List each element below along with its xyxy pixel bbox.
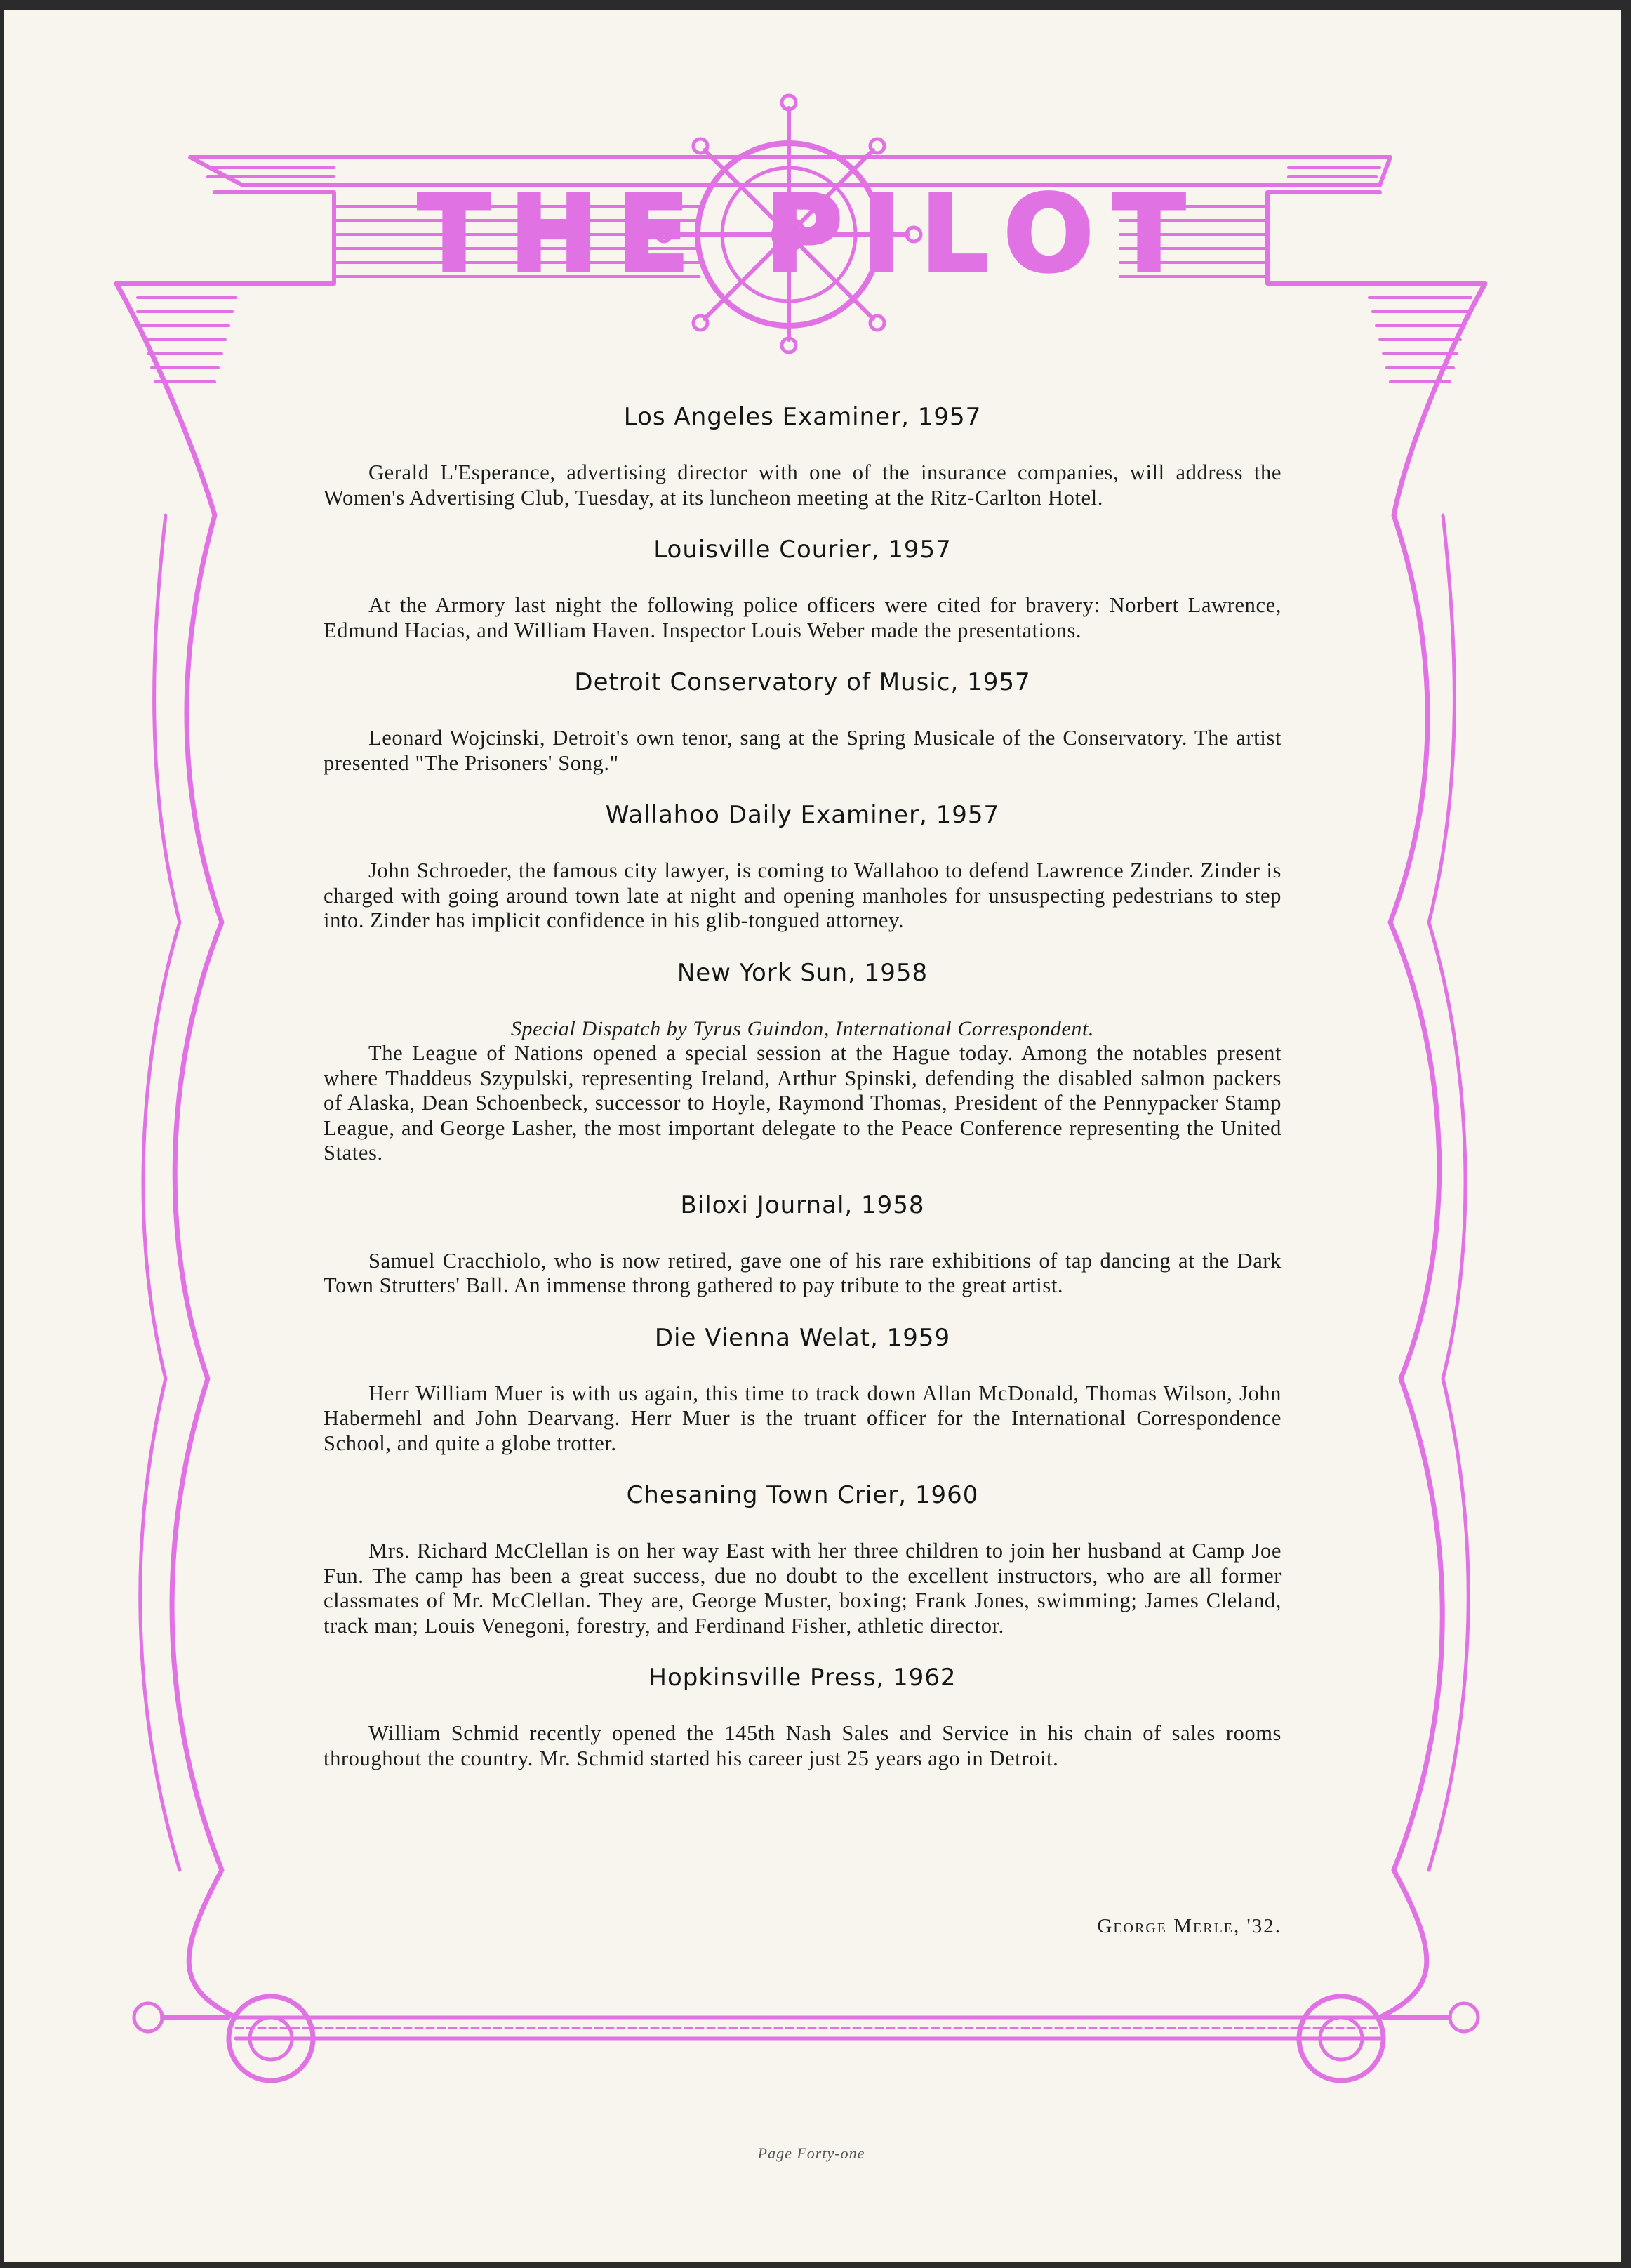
masthead-title: THE PILOT — [418, 173, 1205, 296]
entry-heading: Los Angeles Examiner, 1957 — [623, 403, 982, 431]
entry-body: Gerald L'Esperance, advertising director with one of the insurance companies, will address the Women's Advertising Club, Tuesday, at its luncheon meeting at the Ritz-Carlton Hotel. — [324, 460, 1282, 510]
news-entry — [324, 1664, 1282, 1771]
entry-body: Herr William Muer is with us again, this time to track down Allan McDonald, Thomas Wilson, John Habermehl and John Dearvang. Herr Muer is the truant officer for the International Correspondence School, and quite a globe trotter. — [324, 1381, 1282, 1455]
entry-heading: Die Vienna Welat, 1959 — [654, 1323, 951, 1352]
entry-heading: New York Sun, 1958 — [677, 958, 928, 987]
entry-heading: Detroit Conservatory of Music, 1957 — [574, 668, 1031, 696]
news-entry — [324, 668, 1282, 776]
entry-body: John Schroeder, the famous city lawyer, is coming to Wallahoo to defend Lawrence Zinder. Zinder is charged with going around town late at night and opening manholes for unsuspecting pedestrians to step into. Zinder has implicit confidence in his glib-tongued attorney. — [324, 858, 1282, 932]
page-number: Page Forty-one — [757, 2144, 865, 2162]
entry-heading: Louisville Courier, 1957 — [653, 536, 952, 564]
news-entry — [324, 1191, 1282, 1299]
entry-dispatch-line: Special Dispatch by Tyrus Guindon, International Correspondent. — [510, 1016, 1095, 1040]
entry-heading: Chesaning Town Crier, 1960 — [626, 1481, 979, 1509]
entry-body: Leonard Wojcinski, Detroit's own tenor, sang at the Spring Musicale of the Conservatory. The artist presented "The Prisoners' Song." — [324, 726, 1282, 775]
news-entry — [324, 801, 1282, 934]
entry-body: The League of Nations opened a special session at the Hague today. Among the notables present where Thaddeus Szypulski, representing Ireland, Arthur Spinski, defending the disabled salmon packers of Alaska, Dean Schoenbeck, successor to Hoyle, Raymond Thomas, President of the Pennypacker Stamp League, and George Lasher, the most important delegate to the Peace Conference representing the United States. — [324, 1041, 1282, 1165]
author-signature: George Merle, '32. — [1097, 1915, 1282, 1937]
entry-body: Samuel Cracchiolo, who is now retired, gave one of his rare exhibitions of tap dancing at the Dark Town Strutters' Ball. An immense throng gathered to pay tribute to the great artist. — [324, 1248, 1282, 1297]
document-page — [4, 10, 1621, 2262]
entry-heading: Wallahoo Daily Examiner, 1957 — [605, 801, 1000, 829]
news-entry — [324, 403, 1282, 510]
news-entry — [324, 959, 1282, 1166]
news-entry — [324, 1481, 1282, 1638]
entry-body: Mrs. Richard McClellan is on her way East with her three children to join her husband at Camp Joe Fun. The camp has been a great success, due no doubt to the excellent instructors, who are all former classmates of Mr. McClellan. They are, George Muster, boxing; Frank Jones, swimming; James Cleland, track man; Louis Venegoni, forestry, and Ferdinand Fisher, athletic director. — [324, 1539, 1282, 1638]
entry-body: William Schmid recently opened the 145th Nash Sales and Service in his chain of sales rooms throughout the country. Mr. Schmid started his career just 25 years ago in Detroit. — [324, 1721, 1282, 1770]
entry-heading: Biloxi Journal, 1958 — [680, 1191, 925, 1219]
news-entry — [324, 536, 1282, 643]
entry-body: At the Armory last night the following police officers were cited for bravery: Norbert Lawrence, Edmund Hacias, and William Haven. Inspector Louis Weber made the presentations. — [324, 593, 1282, 642]
entry-heading: Hopkinsville Press, 1962 — [648, 1664, 957, 1692]
article-column — [324, 403, 1282, 1771]
news-entry — [324, 1324, 1282, 1457]
